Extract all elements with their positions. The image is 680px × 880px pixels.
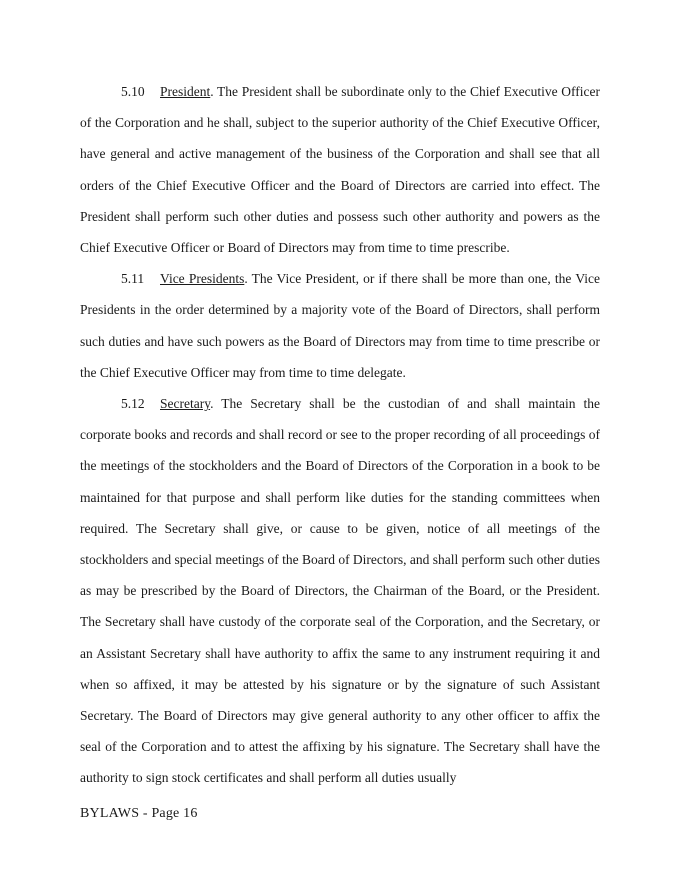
section-5-10	[80, 76, 600, 263]
page-footer: BYLAWS - Page 16	[80, 806, 198, 821]
section-heading: President	[160, 84, 211, 99]
section-text: . The Vice President, or if there shall be more than one, the Vice Presidents in the order determined by a majority vote of the Board of Directors, shall perform such duties and have such powers as the Board of Directors may from time to time prescribe or the Chief Executive Officer may from time to time delegate.	[80, 271, 600, 380]
section-paragraph	[80, 76, 600, 263]
section-heading: Secretary	[160, 396, 211, 412]
section-number: 5.11	[121, 271, 145, 287]
section-text: . The Secretary shall be the custodian of and shall maintain the corporate books and records and shall record or see to the proper recording of all proceedings of the meetings of the stockholders and the Board of Directors of the Corporation in a book to be maintained for that purpose and shall perform like duties for the standing committees when required. The Secretary shall give, or cause to be given, notice of all meetings of the stockholders and special meetings of the Board of Directors, and shall perform such other duties as may be prescribed by the Board of Directors, the Chairman of the Board, or the President. The Secretary shall have custody of the corporate seal of the Corporation, and the Secretary, or an Assistant Secretary shall have authority to affix the same to any instrument requiring it and when so affixed, it may be attested by his signature or by the signature of such Assistant Secretary. The Board of Directors may give general authority to any other officer to affix the seal of the Corporation and to attest the affixing by his signature. The Secretary shall have the authority to sign stock certificates and shall perform all duties usually	[80, 396, 600, 786]
section-number: 5.10	[121, 84, 145, 99]
section-text: . The President shall be subordinate only to the Chief Executive Officer of the Corporation and he shall, subject to the superior authority of the Chief Executive Officer, have general and active management of the business of the Corporation and shall see that all orders of the Chief Executive Officer and the Board of Directors are carried into effect. The President shall perform such other duties and possess such other authority and powers as the Chief Executive Officer or Board of Directors may from time to time prescribe.	[80, 84, 600, 256]
section-5-12	[80, 388, 600, 794]
section-number: 5.12	[121, 396, 145, 412]
section-5-11	[80, 263, 600, 388]
bylaws-body	[80, 76, 600, 794]
section-heading: Vice Presidents	[160, 271, 245, 287]
section-paragraph	[80, 388, 600, 794]
section-paragraph	[80, 263, 600, 388]
